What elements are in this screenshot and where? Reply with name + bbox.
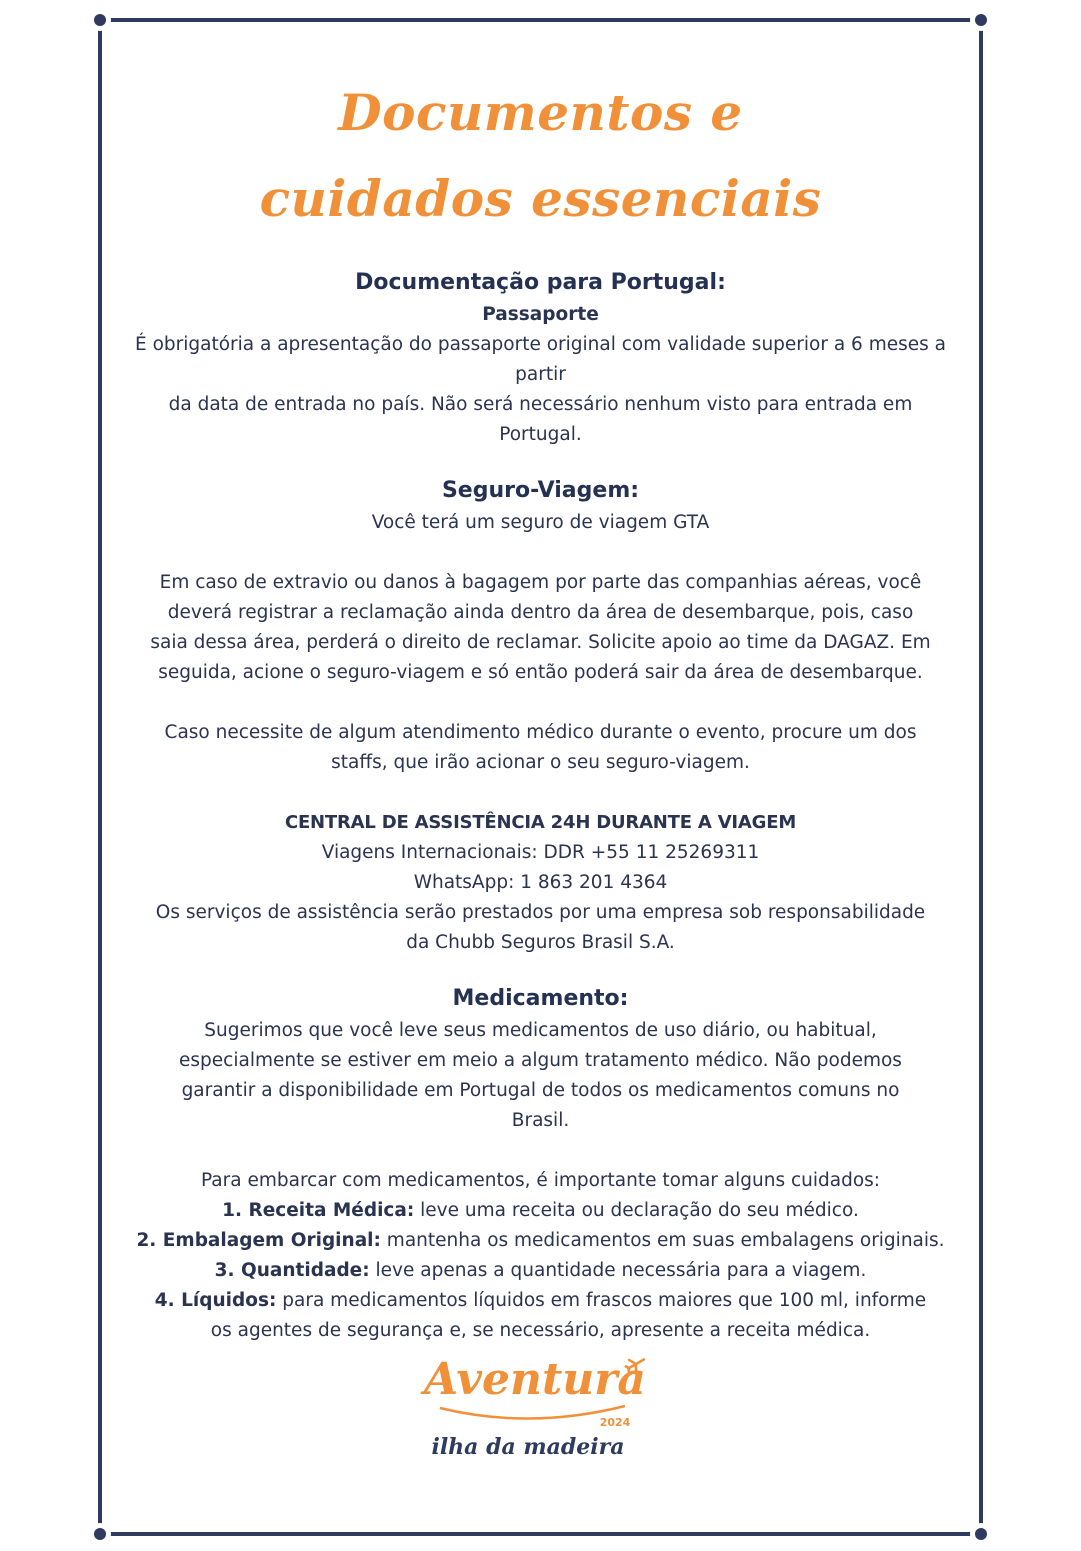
central-servicos-2: da Chubb Seguros Brasil S.A. (406, 932, 675, 953)
central-internacionais: Viagens Internacionais: DDR +55 11 25269311 (321, 842, 760, 863)
document-body (130, 266, 951, 1346)
extravio-line: seguida, acione o seguro-viagem e só então poderá sair da área de desembarque. (158, 662, 923, 683)
logo-tagline: ilha da madeira (431, 1434, 625, 1460)
seguro-heading: Seguro-Viagem: (441, 478, 640, 503)
medicamento-line: especialmente se estiver em meio a algum tratamento médico. Não podemos (179, 1050, 902, 1071)
list-item: 2. Embalagem Original: mantenha os medicamentos em suas embalagens originais. (136, 1230, 945, 1251)
extravio-line: saia dessa área, perderá o direito de reclamar. Solicite apoio ao time da DAGAZ. Em (150, 632, 931, 653)
documentacao-text-2: da data de entrada no país. Não será necessário nenhum visto para entrada em Portugal. (168, 394, 913, 445)
border-corner (970, 1523, 992, 1545)
atendimento-line: Caso necessite de algum atendimento médico durante o evento, procure um dos (164, 722, 917, 743)
logo-year: 2024 (599, 1416, 631, 1429)
border-corner (89, 9, 111, 31)
list-item: 4. Líquidos: para medicamentos líquidos em frascos maiores que 100 ml, informe (154, 1290, 927, 1311)
passaporte-subheading: Passaporte (482, 304, 599, 325)
border-corner (89, 1523, 111, 1545)
list-item-continuation: os agentes de segurança e, se necessário, apresente a receita médica. (210, 1320, 871, 1341)
atendimento-line: staffs, que irão acionar o seu seguro-viagem. (331, 752, 750, 773)
extravio-line: Em caso de extravio ou danos à bagagem por parte das companhias aéreas, você (159, 572, 922, 593)
aventura-logo (400, 1350, 680, 1460)
documentacao-heading: Documentação para Portugal: (355, 270, 726, 295)
border-corner (970, 9, 992, 31)
logo-wordmark: Aventura (424, 1354, 646, 1405)
list-item: 1. Receita Médica: leve uma receita ou declaração do seu médico. (222, 1200, 859, 1221)
central-whatsapp: WhatsApp: 1 863 201 4364 (413, 872, 668, 893)
medicamento-line: garantir a disponibilidade em Portugal de todos os medicamentos comuns no (181, 1080, 900, 1101)
medicamento-intro: Para embarcar com medicamentos, é importante tomar alguns cuidados: (200, 1170, 881, 1191)
seguro-intro: Você terá um seguro de viagem GTA (371, 512, 710, 533)
page-title (130, 70, 951, 242)
page-title-line2: cuidados essenciais (259, 169, 822, 228)
central-heading: CENTRAL DE ASSISTÊNCIA 24H DURANTE A VIAGEM (284, 812, 797, 833)
medicamento-line: Sugerimos que você leve seus medicamentos de uso diário, ou habitual, (204, 1020, 877, 1041)
page-title-line1: Documentos e (338, 83, 743, 142)
logo-swoosh (440, 1406, 625, 1419)
extravio-line: deverá registrar a reclamação ainda dentro da área de desembarque, pois, caso (167, 602, 914, 623)
list-item: 3. Quantidade: leve apenas a quantidade necessária para a viagem. (214, 1260, 867, 1281)
central-servicos-1: Os serviços de assistência serão prestados por uma empresa sob responsabilidade (155, 902, 926, 923)
medicamento-heading: Medicamento: (452, 986, 629, 1011)
documentacao-text-1: É obrigatória a apresentação do passaporte original com validade superior a 6 meses a partir (135, 334, 946, 385)
medicamento-line: Brasil. (511, 1110, 570, 1131)
